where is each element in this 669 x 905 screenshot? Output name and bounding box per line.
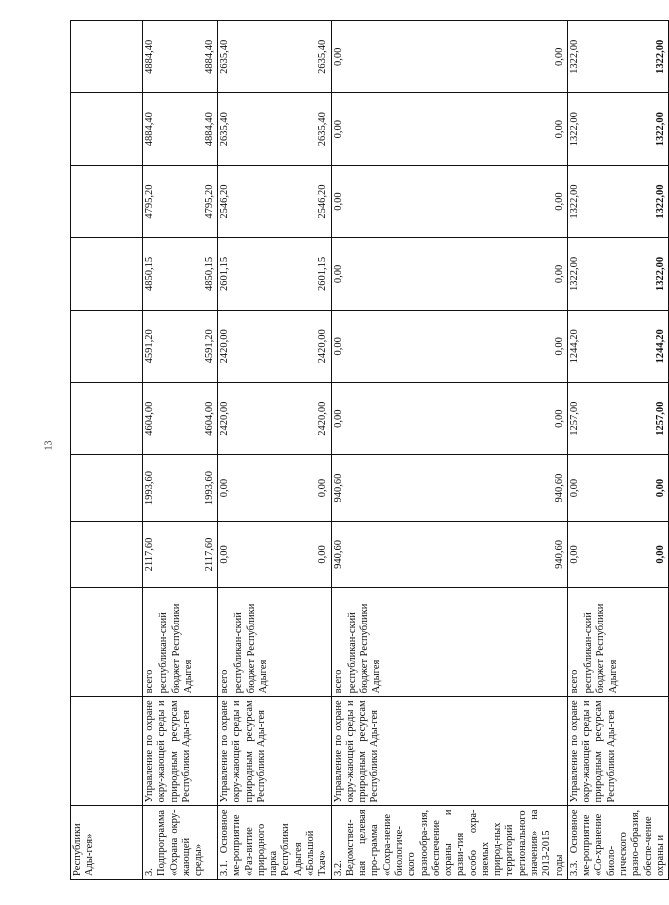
value-cell [218, 21, 332, 94]
funding-source: всего [568, 669, 580, 694]
table-row [143, 21, 218, 880]
program-name-cell: 3.2. Ведомствен-ная целевая про-грамма «Сохра-нение биологиче-ского разнообра-зия, обеспечение охраны и разви-тия особо охра-няемых природ-ных территорий регионального значения» на 2013-2015 годы [331, 806, 567, 880]
value-cell [143, 21, 218, 94]
value-text: 0,00 [317, 545, 329, 564]
value-text: 0,00 [553, 264, 565, 284]
program-name-cell: 3. Подпрограмма «Охрана окру-жающей среды» [143, 806, 218, 880]
value-cell [331, 521, 567, 587]
value-text: 4850,15 [144, 256, 155, 291]
value-text: 0,00 [654, 478, 666, 498]
value-cell [143, 165, 218, 237]
value-cell [331, 310, 567, 382]
value-text: 4884,40 [203, 112, 215, 147]
program-name-cell: 3.1. Основное ме-роприятие «Раз-витие природного парка Республики Адыгея «Большой Тхач» [218, 806, 332, 880]
value-cell [331, 93, 567, 165]
value-cell [331, 382, 567, 454]
funding-source: всего [219, 669, 230, 694]
value-text: 0,00 [332, 264, 344, 284]
value-cell [567, 21, 668, 94]
value-text: 0,00 [553, 47, 565, 66]
value-cell [218, 238, 332, 310]
value-text: 4591,20 [203, 329, 215, 364]
value-text: 1322,00 [654, 39, 666, 74]
value-text: 1322,00 [654, 112, 666, 147]
value-text: 0,00 [553, 337, 565, 356]
value-text: 0,00 [332, 409, 344, 428]
value-text: 2420,00 [219, 401, 230, 436]
value-cell [71, 455, 143, 521]
executor-cell: Управление по охране окру-жающей среды и природным ресурсам Республики Ады-гея [331, 697, 567, 806]
value-text: 2635,40 [219, 39, 230, 74]
value-cell [331, 21, 567, 94]
value-text: 2635,40 [317, 112, 329, 147]
value-cell [71, 521, 143, 587]
value-cell [218, 310, 332, 382]
value-cell [218, 165, 332, 237]
value-text: 0,00 [332, 337, 344, 356]
value-text: 4884,40 [144, 112, 155, 147]
value-text: 4884,40 [144, 39, 155, 74]
value-cell [331, 165, 567, 237]
value-text: 0,00 [219, 478, 230, 498]
value-text: 2546,20 [219, 184, 230, 219]
value-cell [331, 238, 567, 310]
value-cell [567, 382, 668, 454]
value-text: 2601,15 [219, 256, 230, 291]
page-number: 13 [43, 440, 55, 451]
rotated-page [70, 20, 666, 880]
value-text: 0,00 [332, 120, 344, 139]
source-cell [71, 588, 143, 697]
value-cell [567, 93, 668, 165]
value-text: 0,00 [553, 120, 565, 139]
source-cell [143, 588, 218, 697]
source-cell [567, 588, 668, 697]
value-cell [143, 93, 218, 165]
funding-source: республикан-ский бюджет Республики Адыгея [158, 603, 194, 694]
value-text: 1322,00 [568, 184, 580, 219]
value-text: 0,00 [568, 478, 580, 498]
value-text: 1322,00 [568, 39, 580, 74]
value-text: 940,60 [553, 540, 565, 569]
value-text: 1993,60 [203, 470, 215, 506]
value-text: 4604,00 [144, 401, 155, 436]
value-cell [567, 455, 668, 521]
value-text: 940,60 [332, 473, 344, 503]
value-cell [218, 93, 332, 165]
table-body [71, 21, 669, 880]
value-cell [71, 165, 143, 237]
value-text: 0,00 [219, 545, 230, 564]
value-cell [331, 455, 567, 521]
program-name-cell: Республики Ады-гея» [71, 806, 143, 880]
value-text: 4850,15 [203, 256, 215, 291]
value-text: 0,00 [553, 409, 565, 428]
value-cell [71, 21, 143, 94]
value-cell [71, 382, 143, 454]
value-text: 2117,60 [203, 537, 215, 572]
executor-cell: Управление по охране окру-жающей среды и природным ресурсам Республики Ады-гея [567, 697, 668, 806]
executor-cell [71, 697, 143, 806]
source-cell [218, 588, 332, 697]
value-cell [143, 238, 218, 310]
budget-table [70, 20, 669, 880]
table-row [71, 21, 143, 880]
funding-source: республикан-ский бюджет Республики Адыгея [583, 603, 619, 694]
value-text: 1322,00 [654, 256, 666, 291]
value-text: 1244,20 [568, 329, 580, 364]
funding-source: всего [332, 669, 344, 694]
value-text: 4795,20 [144, 184, 155, 219]
value-text: 1322,00 [568, 112, 580, 147]
value-text: 1993,60 [144, 470, 155, 506]
value-cell [71, 310, 143, 382]
value-text: 4604,00 [203, 401, 215, 436]
value-cell [143, 521, 218, 587]
value-cell [567, 238, 668, 310]
value-cell [567, 521, 668, 587]
value-cell [71, 238, 143, 310]
funding-source: всего [144, 669, 155, 694]
value-text: 0,00 [317, 478, 329, 498]
value-cell [218, 455, 332, 521]
value-text: 4591,20 [144, 329, 155, 364]
value-text: 0,00 [654, 545, 666, 564]
value-cell [567, 310, 668, 382]
value-text: 4884,40 [203, 39, 215, 74]
value-text: 2601,15 [317, 256, 329, 291]
value-cell [143, 382, 218, 454]
table-row [567, 21, 668, 880]
value-text: 2546,20 [317, 184, 329, 219]
value-cell [567, 165, 668, 237]
value-text: 2420,00 [317, 401, 329, 436]
value-text: 2117,60 [144, 537, 155, 572]
value-cell [143, 455, 218, 521]
funding-source: республикан-ский бюджет Республики Адыгея [233, 603, 269, 694]
value-text: 2420,00 [219, 329, 230, 364]
value-cell [218, 521, 332, 587]
value-text: 1257,00 [568, 401, 580, 436]
program-name-cell: 3.3. Основное ме-роприятие «Со-хранение биоло-гического разно-образия, обеспе-чение охраны и [567, 806, 668, 880]
value-text: 0,00 [553, 192, 565, 211]
value-text: 2635,40 [317, 39, 329, 74]
value-text: 2635,40 [219, 112, 230, 147]
value-text: 2420,00 [317, 329, 329, 364]
value-cell [71, 93, 143, 165]
table-row [218, 21, 332, 880]
value-text: 0,00 [332, 47, 344, 66]
value-text: 0,00 [568, 545, 580, 564]
value-text: 0,00 [332, 192, 344, 211]
table-row [331, 21, 567, 880]
funding-source: республикан-ский бюджет Республики Адыгея [346, 603, 383, 694]
executor-cell: Управление по охране окру-жающей среды и природным ресурсам Республики Ады-гея [143, 697, 218, 806]
value-text: 1322,00 [654, 184, 666, 219]
source-cell [331, 588, 567, 697]
value-text: 4795,20 [203, 184, 215, 219]
value-cell [143, 310, 218, 382]
value-text: 1322,00 [568, 256, 580, 291]
value-text: 1257,00 [654, 401, 666, 436]
value-text: 940,60 [332, 540, 344, 569]
value-cell [218, 382, 332, 454]
executor-cell: Управление по охране окру-жающей среды и природным ресурсам Республики Ады-гея [218, 697, 332, 806]
value-text: 1244,20 [654, 329, 666, 364]
value-text: 940,60 [553, 473, 565, 503]
